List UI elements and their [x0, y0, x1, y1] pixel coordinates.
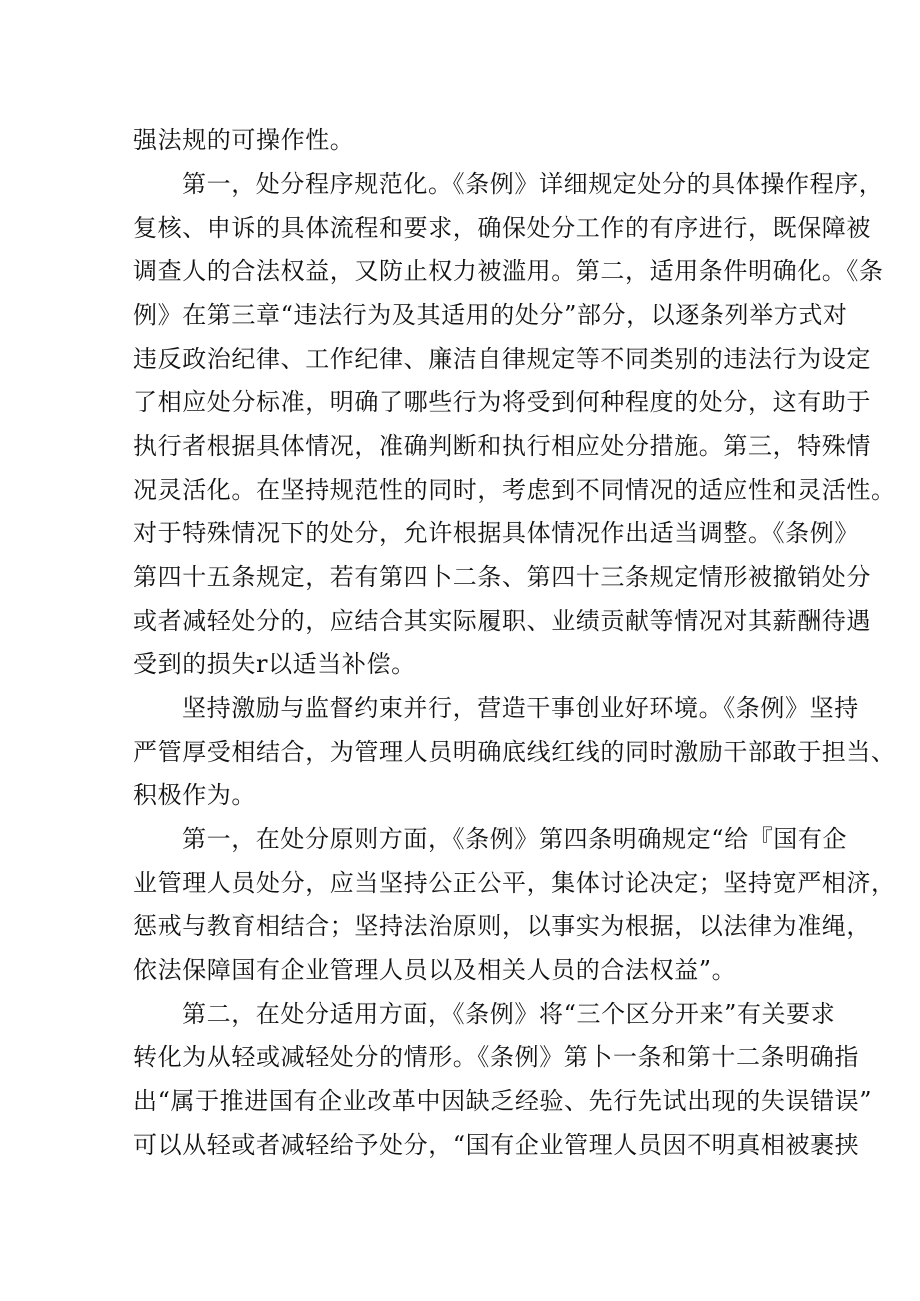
text-line: 惩戒与教育相结合；坚持法治原则，以事实为根据，以法律为准绳， — [133, 912, 871, 940]
text-line: 况灵活化。在坚持规范性的同时，考虑到不同情况的适应性和灵活性。 — [133, 476, 896, 504]
text-line: 依法保障国有企业管理人员以及相关人员的合法权益”。 — [133, 956, 737, 984]
text-line: 对于特殊情况下的处分，允许根据具体情况作出适当调整。《条例》 — [133, 519, 859, 547]
text-line: 复核、申诉的具体流程和要求，确保处分工作的有序进行，既保障被 — [133, 214, 871, 242]
text-line: 坚持激励与监督约束并行，营造干事创业好环境。《条例》坚持 — [182, 694, 859, 722]
text-line: 了相应处分标准，明确了哪些行为将受到何种程度的处分，这有助于 — [133, 388, 871, 416]
text-line: 调查人的合法权益，又防止权力被滥用。第二，适用条件明确化。《条 — [133, 257, 884, 285]
text-line: 例》在第三章“违法行为及其适用的处分”部分，以逐条列举方式对 — [133, 301, 848, 329]
text-line: 业管理人员处分，应当坚持公正公平，集体讨论决定；坚持宽严相济， — [133, 869, 896, 897]
text-line: 转化为从轻或减轻处分的情形。《条例》第卜一条和第十二条明确指 — [133, 1043, 859, 1071]
text-line: 第四十五条规定，若有第四卜二条、第四十三条规定情形被撤销处分 — [133, 563, 871, 591]
text-line: 出“属于推进国有企业改革中因缺乏经验、先行先试出现的失误错误” — [133, 1087, 873, 1115]
text-line: 执行者根据具体情况，准确判断和执行相应处分措施。第三，特殊情 — [133, 432, 871, 460]
text-line: 第二，在处分适用方面，《条例》将“三个区分开来”有关要求 — [182, 1000, 836, 1028]
text-line: 违反政治纪律、工作纪律、廉洁自律规定等不同类别的违法行为设定 — [133, 345, 871, 373]
text-line: 第一，在处分原则方面，《条例》第四条明确规定“给『国有企 — [182, 825, 848, 853]
text-line: 或者减轻处分的，应结合其实际履职、业绩贡献等情况对其薪酬待遇 — [133, 607, 871, 635]
text-line: 受到的损失r以适当补偿。 — [133, 650, 416, 678]
text-line: 严管厚受相结合，为管理人员明确底线红线的同时激励干部敢于担当、 — [133, 738, 896, 766]
text-line: 可以从轻或者减轻给予处分，“国有企业管理人员因不明真相被裹挟 — [133, 1131, 860, 1159]
text-line: 积极作为。 — [133, 781, 256, 809]
text-line: 第一，处分程序规范化。《条例》详细规定处分的具体操作程序， — [182, 170, 884, 198]
text-line: 强法规的可操作性。 — [133, 126, 355, 154]
